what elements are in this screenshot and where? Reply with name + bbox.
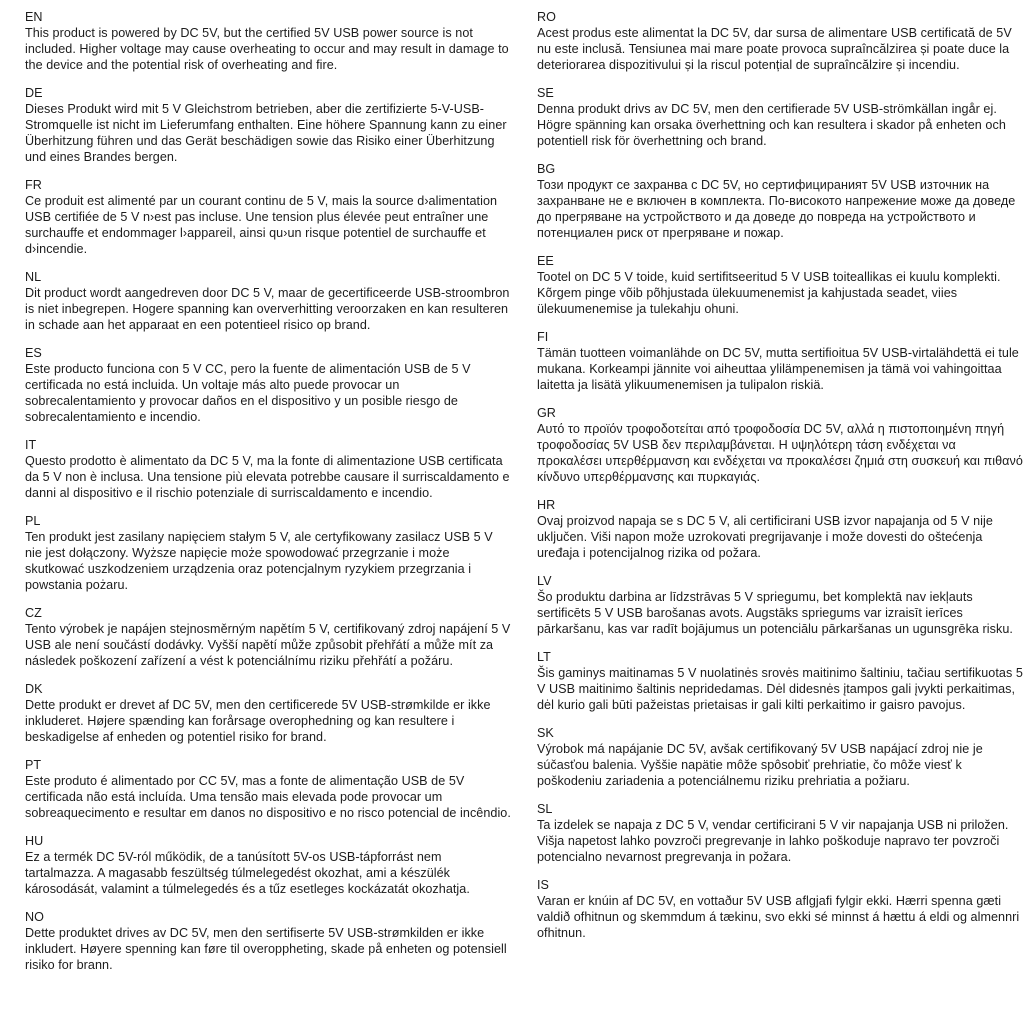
language-code: BG — [537, 162, 556, 176]
warning-text: Ce produit est alimenté par un courant continu de 5 V, mais la source d›alimentation USB certifiée de 5 V n›est pas incluse. Une tension plus élevée peut entraîner une surchauffe et endommager l›appareil, ainsi qu›un risque potentiel de surchauffe et d›incendie. — [25, 194, 498, 256]
language-code: DE — [25, 86, 43, 100]
warning-text: Ta izdelek se napaja z DC 5 V, vendar certificirani 5 V vir napajanja USB ni priložen. Višja napetost lahko povzroči pregrevanje in lahko poškoduje napravo ter povzroči potencialno nevarnost pregrevanja in požara. — [537, 818, 1009, 864]
warning-text: Varan er knúin af DC 5V, en vottaður 5V USB aflgjafi fylgir ekki. Hærri spenna gæti valdið ofhitnun og skemmdum á tækinu, svo ekki sé minnst á hættu á eldi og almennri ofhitnun. — [537, 894, 1020, 940]
column-right — [537, 9, 1023, 985]
language-code: CZ — [25, 606, 42, 620]
language-section-no — [25, 909, 511, 973]
language-section-cz — [25, 605, 511, 669]
language-code: NO — [25, 910, 44, 924]
language-section-hr — [537, 497, 1023, 561]
language-code: EE — [537, 254, 554, 268]
language-section-is — [537, 877, 1023, 941]
language-code: HU — [25, 834, 44, 848]
language-code: HR — [537, 498, 556, 512]
warning-text: Ten produkt jest zasilany napięciem stałym 5 V, ale certyfikowany zasilacz USB 5 V nie jest dołączony. Wyższe napięcie może spowodować przegrzanie i może skutkować uszkodzeniem urządzenia oraz potencjalnym ryzykiem przegrzania i powstania pożaru. — [25, 530, 493, 592]
language-section-de — [25, 85, 511, 165]
language-section-gr — [537, 405, 1023, 485]
language-code: GR — [537, 406, 556, 420]
language-code: NL — [25, 270, 42, 284]
language-section-se — [537, 85, 1023, 149]
warning-text: Този продукт се захранва с DC 5V, но сертифицираният 5V USB източник на захранване не е включен в комплекта. По-високото напрежение може да доведе до прегряване на устройството и да доведе до повреда на устройството и потенциален риск от прегряване и пожар. — [537, 178, 1016, 240]
warning-text: This product is powered by DC 5V, but the certified 5V USB power source is not included. Higher voltage may cause overheating to occur and may result in damage to the device and the potential risk of overheating and fire. — [25, 26, 509, 72]
warning-text: Tämän tuotteen voimanlähde on DC 5V, mutta sertifioitua 5V USB-virtalähdettä ei tule mukana. Korkeampi jännite voi aiheuttaa ylilämpenemisen ja tämä voi vahingoittaa laitetta ja lisätä ylikuumenemisen ja tulipalon riskiä. — [537, 346, 1019, 392]
warning-text: Dette produkt er drevet af DC 5V, men den certificerede 5V USB-strømkilde er ikke inkluderet. Højere spænding kan forårsage overophedning og kan resultere i beskadigelse af enheden og potentiel risiko for brand. — [25, 698, 491, 744]
warning-text: Výrobok má napájanie DC 5V, avšak certifikovaný 5V USB napájací zdroj nie je súčasťou balenia. Vyššie napätie môže spôsobiť prehriatie, čo môže viesť k poškodeniu zariadenia a potenciálnemu riziku prehriatia a požiaru. — [537, 742, 983, 788]
warning-text: Este produto é alimentado por CC 5V, mas a fonte de alimentação USB de 5V certificada não está incluída. Uma tensão mais elevada pode provocar um sobreaquecimento e resultar em danos no dispositivo e no risco potencial de incêndio. — [25, 774, 511, 820]
language-section-pt — [25, 757, 511, 821]
language-code: RO — [537, 10, 556, 24]
language-section-sk — [537, 725, 1023, 789]
language-section-bg — [537, 161, 1023, 241]
language-code: IT — [25, 438, 37, 452]
language-code: DK — [25, 682, 43, 696]
language-section-it — [25, 437, 511, 501]
language-section-lv — [537, 573, 1023, 637]
language-section-ee — [537, 253, 1023, 317]
warning-text: Acest produs este alimentat la DC 5V, dar sursa de alimentare USB certificată de 5V nu este inclusă. Tensiunea mai mare poate provoca supraîncălzirea și poate duce la deteriorarea dispozitivului și la riscul potențial de supraîncălzire și incendiu. — [537, 26, 1012, 72]
warning-text: Šo produktu darbina ar līdzstrāvas 5 V spriegumu, bet komplektā nav iekļauts sertificēts 5 V USB barošanas avots. Augstāks spriegums var izraisīt ierīces pārkaršanu, kas var radīt bojājumus un potenciālu pārkaršanas un ugunsgrēka risku. — [537, 590, 1013, 636]
warning-text: Dette produktet drives av DC 5V, men den sertifiserte 5V USB-strømkilden er ikke inkludert. Høyere spenning kan føre til overoppheting, skade på enheten og potensiell risiko for brann. — [25, 926, 507, 972]
warning-text: Este producto funciona con 5 V CC, pero la fuente de alimentación USB de 5 V certificada no está incluida. Un voltaje más alto puede provocar un sobrecalentamiento y provocar daños en el dispositivo y un posible riesgo de sobrecalentamiento e incendio. — [25, 362, 471, 424]
language-code: EN — [25, 10, 43, 24]
warning-text: Αυτό το προϊόν τροφοδοτείται από τροφοδοσία DC 5V, αλλά η πιστοποιημένη πηγή τροφοδοσίας 5V USB δεν περιλαμβάνεται. Η υψηλότερη τάση ενδέχεται να προκαλέσει υπερθέρμανση και ενδέχεται να προκαλέσει ζημιά στη συσκευή και πιθανό κίνδυνο υπερθέρμανσης και πυρκαγιάς. — [537, 422, 1023, 484]
language-code: SE — [537, 86, 554, 100]
language-section-fr — [25, 177, 511, 257]
language-section-lt — [537, 649, 1023, 713]
language-section-dk — [25, 681, 511, 745]
language-section-nl — [25, 269, 511, 333]
warning-text: Questo prodotto è alimentato da DC 5 V, ma la fonte di alimentazione USB certificata da 5 V non è inclusa. Una tensione più elevata potrebbe causare il surriscaldamento e danni al dispositivo e il rischio potenziale di surriscaldamento e incendio. — [25, 454, 510, 500]
warning-text: Šis gaminys maitinamas 5 V nuolatinės srovės maitinimo šaltiniu, tačiau sertifikuotas 5 V USB maitinimo šaltinis nepridedamas. Dėl didesnės įtampos gali įvykti perkaitimas, dėl kurio gali būti pažeistas prietaisas ir gali kilti perkaitimo ir gaisro pavojus. — [537, 666, 1023, 712]
language-section-sl — [537, 801, 1023, 865]
language-code: LV — [537, 574, 552, 588]
language-section-pl — [25, 513, 511, 593]
warning-text: Dieses Produkt wird mit 5 V Gleichstrom betrieben, aber die zertifizierte 5-V-USB-Stromquelle ist nicht im Lieferumfang enthalten. Eine höhere Spannung kann zu einer Überhitzung führen und das Gerät beschädigen sowie das Risiko einer Überhitzung und eines Brandes bergen. — [25, 102, 507, 164]
language-code: IS — [537, 878, 549, 892]
language-code: FR — [25, 178, 42, 192]
language-section-es — [25, 345, 511, 425]
warning-text: Ovaj proizvod napaja se s DC 5 V, ali certificirani USB izvor napajanja od 5 V nije uključen. Viši napon može uzrokovati pregrijavanje i može dovesti do oštećenja uređaja i potencijalnog rizika od požara. — [537, 514, 993, 560]
warning-text: Ez a termék DC 5V-ról működik, de a tanúsított 5V-os USB-tápforrást nem tartalmazza. A magasabb feszültség túlmelegedést okozhat, ami a készülék károsodását, valamint a túlmelegedés és a tűz esetleges kockázatát okozhatja. — [25, 850, 470, 896]
language-code: LT — [537, 650, 551, 664]
language-section-hu — [25, 833, 511, 897]
language-code: SL — [537, 802, 553, 816]
language-code: ES — [25, 346, 42, 360]
warning-text: Tento výrobek je napájen stejnosměrným napětím 5 V, certifikovaný zdroj napájení 5 V USB ale není součástí dodávky. Vyšší napětí může způsobit přehřátí a může mít za následek poškození zařízení a vést k potenciálnímu riziku přehřátí a požáru. — [25, 622, 511, 668]
warning-text: Tootel on DC 5 V toide, kuid sertifitseeritud 5 V USB toiteallikas ei kuulu komplekti. Kõrgem pinge võib põhjustada ülekuumenemist ja kahjustada seadet, viies ülekuumenemise ja tulekahju ohuni. — [537, 270, 1001, 316]
warning-text: Denna produkt drivs av DC 5V, men den certifierade 5V USB-strömkällan ingår ej. Högre spänning kan orsaka överhettning och kan resultera i skador på enheten och potentiell risk för överhettning och brand. — [537, 102, 1006, 148]
language-code: FI — [537, 330, 549, 344]
language-code: PT — [25, 758, 42, 772]
language-section-ro — [537, 9, 1023, 73]
language-code: SK — [537, 726, 554, 740]
language-section-fi — [537, 329, 1023, 393]
language-code: PL — [25, 514, 41, 528]
warning-text: Dit product wordt aangedreven door DC 5 V, maar de gecertificeerde USB-stroombron is niet inbegrepen. Hogere spanning kan oververhitting veroorzaken en kan resulteren in schade aan het apparaat en een potentieel risico op brand. — [25, 286, 510, 332]
language-section-en — [25, 9, 511, 73]
column-left — [25, 9, 511, 985]
